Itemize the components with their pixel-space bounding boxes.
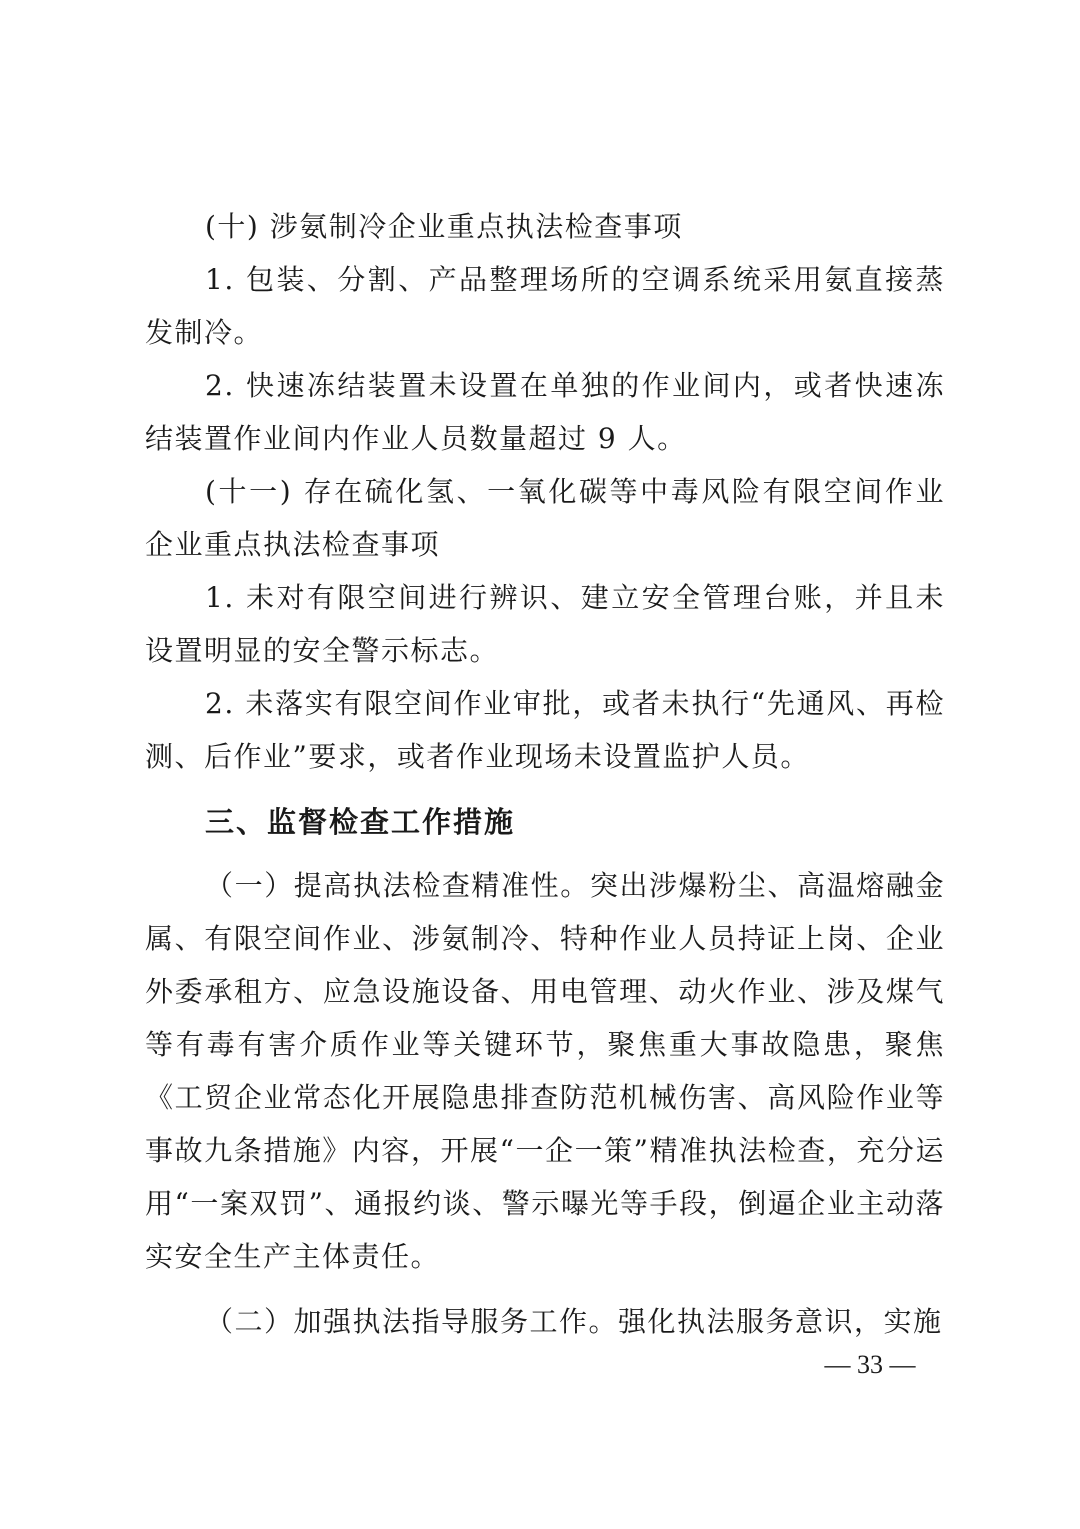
section-3-paragraph-1: （一）提高执法检查精准性。突出涉爆粉尘、高温熔融金属、有限空间作业、涉氨制冷、特种作业人员持证上岗、企业外委承租方、应急设施设备、用电管理、动火作业、涉及煤气等有毒有害介质作业等关键环节，聚焦重大事故隐患，聚焦《工贸企业常态化开展隐患排查防范机械伤害、高风险作业等事故九条措施》内容，开展“一企一策”精准执法检查，充分运用“一案双罚”、通报约谈、警示曝光等手段，倒逼企业主动落实安全生产主体责任。 bbox=[145, 869, 945, 1273]
subsection-11-item-1: 1. 未对有限空间进行辨识、建立安全管理台账，并且未设置明显的安全警示标志。 bbox=[145, 581, 945, 667]
section-3-heading: 三、监督检查工作措施 bbox=[205, 805, 516, 839]
subsection-11-item-2: 2. 未落实有限空间作业审批，或者未执行“先通风、再检测、后作业”要求，或者作业现场未设置监护人员。 bbox=[145, 687, 945, 773]
subsection-10-heading: (十) 涉氨制冷企业重点执法检查事项 bbox=[205, 210, 683, 243]
subsection-11-heading: (十一) 存在硫化氢、一氧化碳等中毒风险有限空间作业企业重点执法检查事项 bbox=[145, 475, 945, 561]
subsection-10-item-2: 2. 快速冻结装置未设置在单独的作业间内，或者快速冻结装置作业间内作业人员数量超过 9 人。 bbox=[145, 369, 945, 455]
subsection-10-item-1: 1. 包装、分割、产品整理场所的空调系统采用氨直接蒸发制冷。 bbox=[145, 263, 945, 349]
section-3-paragraph-2: （二）加强执法指导服务工作。强化执法服务意识，实施 bbox=[205, 1305, 943, 1338]
page-number: — 33 — bbox=[824, 1350, 916, 1379]
document-body bbox=[145, 200, 945, 1348]
